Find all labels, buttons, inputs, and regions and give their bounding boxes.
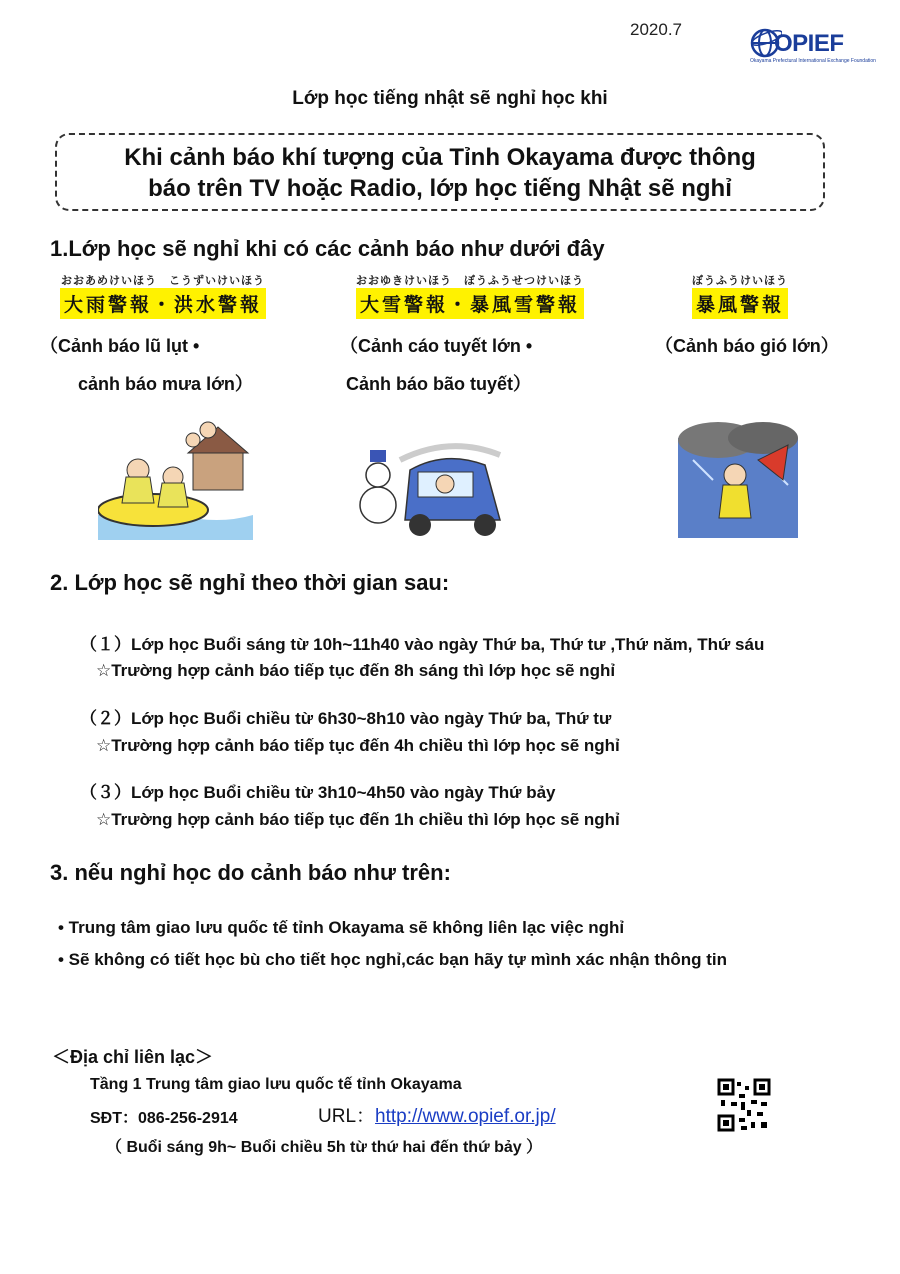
contact-address: Tầng 1 Trung tâm giao lưu quốc tế tỉnh Okayama <box>90 1076 462 1093</box>
schedule-item-3: （３）Lớp học Buổi chiều từ 3h10~4h50 vào ngày Thứ bảy <box>80 783 556 802</box>
warning-kanji: 暴風警報 <box>692 288 788 319</box>
contact-phone: SĐT：086-256-2914 <box>90 1110 238 1127</box>
schedule-item-2: （２）Lớp học Buổi chiều từ 6h30~8h10 vào ngày Thứ ba, Thứ tư <box>80 709 612 728</box>
warning-desc-2b: Cảnh báo bão tuyết） <box>346 374 532 394</box>
opief-logo <box>748 22 876 70</box>
warning-desc-3: （Cảnh báo gió lớn） <box>655 336 839 356</box>
storm-illustration <box>673 420 803 540</box>
logo-text: OPIEF <box>774 30 844 57</box>
info-bullet-2: • Sẽ không có tiết học bù cho tiết học nghỉ,các bạn hãy tự mình xác nhận thông tin <box>58 950 728 969</box>
schedule-note-2: ☆Trường hợp cảnh báo tiếp tục đến 4h chiều thì lớp học sẽ nghỉ <box>96 736 620 755</box>
section2-title: 2. Lớp học sẽ nghỉ theo thời gian sau: <box>50 570 450 595</box>
warning-kanji: 大雪警報・暴風雪警報 <box>356 288 584 319</box>
warning-desc-1b: cảnh báo mưa lớn） <box>78 374 253 394</box>
document-date: 2020.7 <box>630 20 682 39</box>
contact-hours: （ Buổi sáng 9h~ Buổi chiều 5h từ thứ hai đến thứ bảy ） <box>106 1139 543 1156</box>
schedule-item-1: （１）Lớp học Buổi sáng từ 10h~11h40 vào ngày Thứ ba, Thứ tư ,Thứ năm, Thứ sáu <box>80 635 765 654</box>
warning-ruby: おおゆきけいほう ぼうふうせつけいほう <box>356 275 584 287</box>
contact-title: ＜Địa chỉ liên lạc＞ <box>52 1047 214 1067</box>
section3-title: 3. nếu nghỉ học do cảnh báo như trên: <box>50 860 451 885</box>
announcement-line-2: báo trên TV hoặc Radio, lớp học tiếng Nhật sẽ nghỉ <box>148 175 732 202</box>
announcement-line-1: Khi cảnh báo khí tượng của Tỉnh Okayama được thông <box>124 144 756 171</box>
schedule-note-3: ☆Trường hợp cảnh báo tiếp tục đến 1h chiều thì lớp học sẽ nghỉ <box>96 810 620 829</box>
website-link[interactable]: http://www.opief.or.jp/ <box>375 1106 556 1127</box>
intro-heading: Lớp học tiếng nhật sẽ nghỉ học khi <box>292 88 608 109</box>
flood-illustration <box>98 415 253 540</box>
warning-heavy-snow-blizzard <box>330 272 610 319</box>
warning-desc-1a: （Cảnh báo lũ lụt • <box>40 336 200 356</box>
warning-ruby: おおあめけいほう こうずいけいほう <box>61 275 265 287</box>
schedule-note-1: ☆Trường hợp cảnh báo tiếp tục đến 8h sáng thì lớp học sẽ nghỉ <box>96 661 616 680</box>
announcement-box <box>55 133 825 211</box>
logo-subtitle: Okayama Prefectural International Exchange Foundation <box>750 58 876 64</box>
warning-desc-2a: （Cảnh cáo tuyết lớn • <box>340 336 533 356</box>
warning-storm <box>670 272 810 319</box>
qr-code <box>717 1078 771 1132</box>
section1-title: 1.Lớp học sẽ nghỉ khi có các cảnh báo như dưới đây <box>50 236 605 261</box>
url-label: URL： <box>318 1106 376 1127</box>
contact-url-row <box>318 1101 556 1128</box>
qr-code-icon <box>717 1078 771 1132</box>
warning-heavy-rain-flood <box>38 272 288 319</box>
warning-kanji: 大雨警報・洪水警報 <box>60 288 266 319</box>
info-bullet-1: • Trung tâm giao lưu quốc tế tỉnh Okayama sẽ không liên lạc việc nghỉ <box>58 918 625 937</box>
warning-ruby: ぼうふうけいほう <box>692 275 788 287</box>
snow-car-illustration <box>350 430 510 540</box>
